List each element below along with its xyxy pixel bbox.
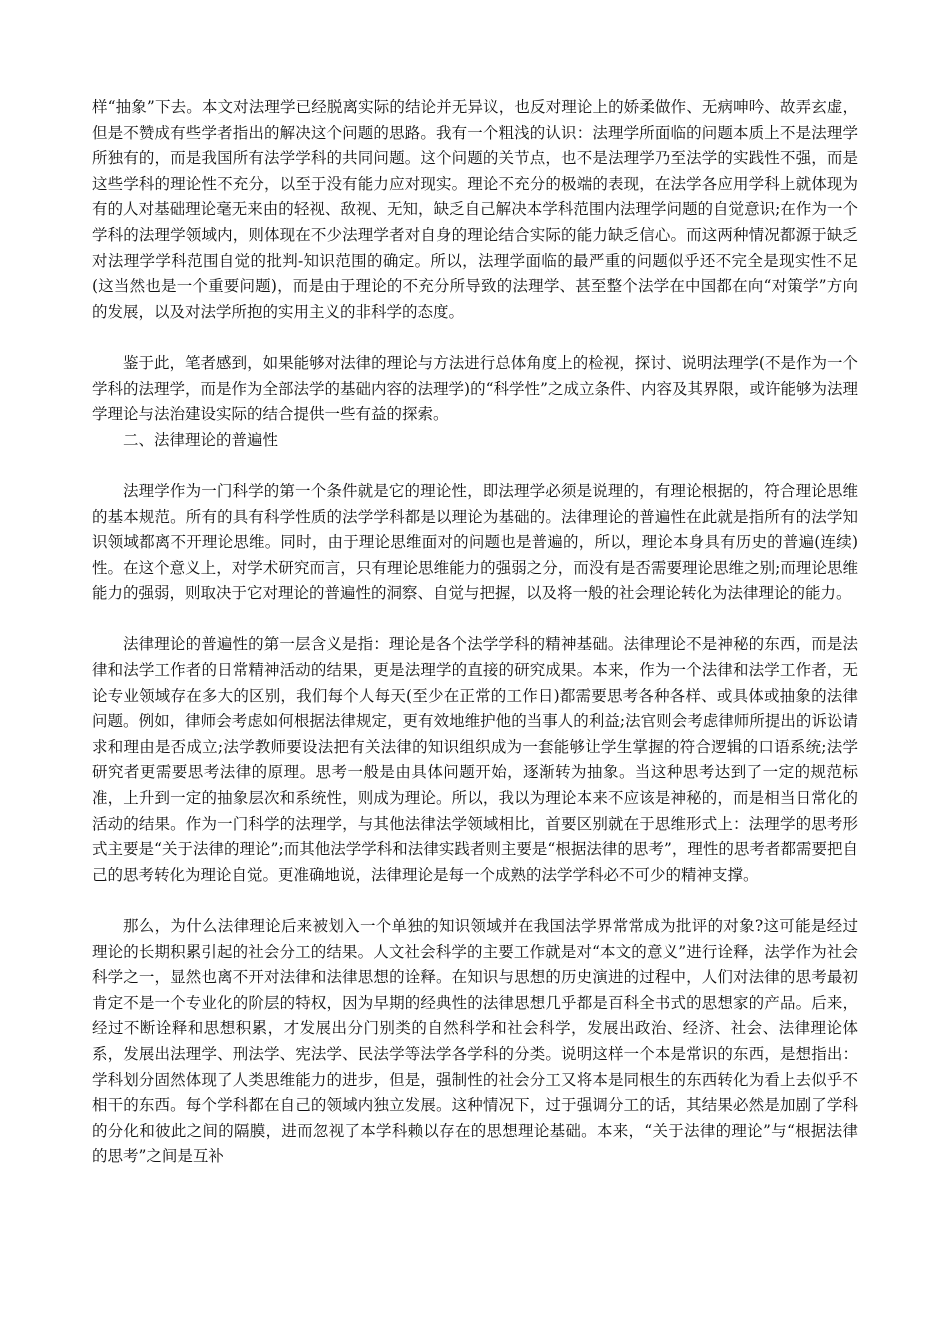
section-heading: 二、法律理论的普遍性 [123,430,279,449]
paragraph-theory-condition: 法理学作为一门科学的第一个条件就是它的理论性，即法理学必须是说理的，有理论根据的，符合理论思维的基本规范。所有的具有科学性质的法学学科都是以理论为基础的。法律理论的普遍性在此就是指所有的法学知识领域都离不开理论思维。同时，由于理论思维面对的问题也是普遍的，所以，理论本身具有历史的普遍(连续)性。在这个意义上，对学术研究而言，只有理论思维能力的强弱之分，而没有是否需要理论思维之别;而理论思维能力的强弱，则取决于它对理论的普遍性的洞察、自觉与把握，以及将一般的社会理论转化为法律理论的能力。 [92,481,858,603]
paragraph-division-of-labor: 那么，为什么法律理论后来被划入一个单独的知识领域并在我国法学界常常成为批评的对象?这可能是经过理论的长期积累引起的社会分工的结果。人文社会科学的主要工作就是对“本文的意义”进行诠释，法学作为社会科学之一，显然也离不开对法律和法律思想的诠释。在知识与思想的历史演进的过程中，人们对法律的思考最初肯定不是一个专业化的阶层的特权，因为早期的经典性的法律思想几乎都是百科全书式的思想家的产品。后来，经过不断诠释和思想积累，才发展出分门别类的自然科学和社会科学，发展出政治、经济、社会、法律理论体系，发展出法理学、刑法学、宪法学、民法学等法学各学科的分类。说明这样一个本是常识的东西，是想指出：学科划分固然体现了人类思维能力的进步，但是，强制性的社会分工又将本是同根生的东西转化为看上去似乎不相干的东西。每个学科都在自己的领域内独立发展。这种情况下，过于强调分工的话，其结果必然是加剧了学科的分化和彼此之间的隔膜，进而忽视了本学科赖以存在的思想理论基础。本来，“关于法律的理论”与“根据法律的思考”之间是互补 [92,917,858,1166]
document-page [92,95,858,1170]
paragraph-first-meaning: 法律理论的普遍性的第一层含义是指：理论是各个法学学科的精神基础。法律理论不是神秘的东西，而是法律和法学工作者的日常精神活动的结果，更是法理学的直接的研究成果。本来，作为一个法律和法学工作者，无论专业领域存在多大的区别，我们每个人每天(至少在正常的工作日)都需要思考各种各样、或具体或抽象的法律问题。例如，律师会考虑如何根据法律规定，更有效地维护他的当事人的利益;法官则会考虑律师所提出的诉讼请求和理由是否成立;法学教师要设法把有关法律的知识组织成为一套能够让学生掌握的符合逻辑的口语系统;法学研究者更需要思考法律的原理。思考一般是由具体问题开始，逐渐转为抽象。当这种思考达到了一定的规范标准，上升到一定的抽象层次和系统性，则成为理论。所以，我以为理论本来不应该是神秘的，而是相当日常化的活动的结果。作为一门科学的法理学，与其他法律法学领域相比，首要区别就在于思维形式上：法理学的思考形式主要是“关于法律的理论”;而其他法学学科和法律实践者则主要是“根据法律的思考”，理性的思考者都需要把自己的思考转化为理论自觉。更准确地说，法律理论是每一个成熟的法学学科必不可少的精神支撑。 [92,635,858,884]
paragraph-continuation: 样“抽象”下去。本文对法理学已经脱离实际的结论并无异议，也反对理论上的娇柔做作、无病呻吟、故弄玄虚，但是不赞成有些学者指出的解决这个问题的思路。我有一个粗浅的认识：法理学所面临的问题本质上不是法理学所独有的，而是我国所有法学学科的共同问题。这个问题的关节点，也不是法理学乃至法学的实践性不强，而是这些学科的理论性不充分，以至于没有能力应对现实。理论不充分的极端的表现，在法学各应用学科上就体现为有的人对基础理论毫无来由的轻视、敌视、无知，缺乏自己解决本学科范围内法理学问题的自觉意识;在作为一个学科的法理学领域内，则体现在不少法理学者对自身的理论结合实际的能力缺乏信心。而这两种情况都源于缺乏对法理学学科范围自觉的批判-知识范围的确定。所以，法理学面临的最严重的问题似乎还不完全是现实性不足(这当然也是一个重要问题)，而是由于理论的不充分所导致的法理学、甚至整个法学在中国都在向“对策学”方向的发展，以及对法学所抱的实用主义的非科学的态度。 [92,98,858,321]
paragraph-intent: 鉴于此，笔者感到，如果能够对法律的理论与方法进行总体角度上的检视，探讨、说明法理学(不是作为一个学科的法理学，而是作为全部法学的基础内容的法理学)的“科学性”之成立条件、内容及其界限，或许能够为法理学理论与法治建设实际的结合提供一些有益的探索。 [92,353,858,424]
